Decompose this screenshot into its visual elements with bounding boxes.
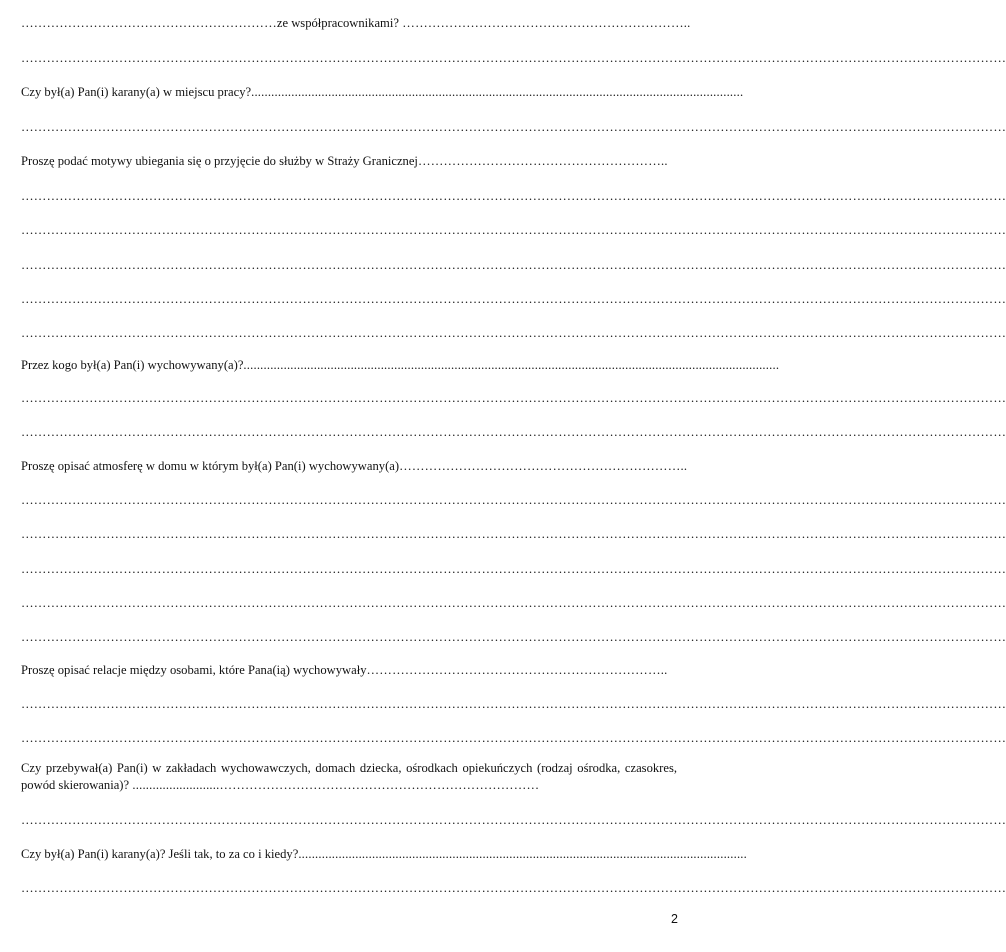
answer-line[interactable] <box>21 325 1006 341</box>
dotted-fill: ...................................................................................................................................... <box>298 847 748 861</box>
dotted-fill: …………………………………………………………………………………………………………………………………………………………………………………………………………… <box>21 120 1006 134</box>
answer-line[interactable] <box>21 424 1006 440</box>
question-line[interactable] <box>21 357 780 373</box>
dotted-fill: …………………………………………………………………………………………………………………………………………………………………………………………………………… <box>21 292 1006 306</box>
dotted-fill: …………………………………………………………………………………………………………………………………………………………………………………………………………… <box>21 562 1006 576</box>
question-line[interactable] <box>21 760 677 794</box>
dotted-fill: …………………………………………………………………………………………………………………………………………………………………………………………………………… <box>21 223 1006 237</box>
answer-line[interactable] <box>21 595 1006 611</box>
dotted-fill: …………………………………………………………….. <box>366 663 668 677</box>
dotted-fill: ................................................................................................................................................... <box>251 85 744 99</box>
question-line[interactable] <box>21 84 744 100</box>
dotted-fill: …………………………………………………………………………………………………………………………………………………………………………………………………………… <box>21 51 1006 65</box>
dotted-fill: …………………………………………………………………………………………………………………………………………………………………………………………………………… <box>21 630 1006 644</box>
answer-line[interactable] <box>21 696 1006 712</box>
question-line[interactable] <box>21 458 688 474</box>
answer-line[interactable] <box>21 119 1006 135</box>
question-line[interactable] <box>21 15 691 31</box>
dotted-fill: …………………………………………………………………………………………………………………………………………………………………………………………………………… <box>21 326 1006 340</box>
dotted-fill: …………………………………………………………………………………………………………………………………………………………………………………………………………… <box>21 189 1006 203</box>
question-text: Czy przebywał(a) Pan(i) w zakładach wychowawczych, domach dziecka, ośrodkach opiekuńczych (rodzaj ośrodka, czasokres, powód skierowania)? <box>21 761 677 792</box>
dotted-fill: …………………………………………………………………………………………………………………………………………………………………………………………………………… <box>21 731 1006 745</box>
answer-line[interactable] <box>21 257 1006 273</box>
dotted-fill: …………………………………………………………………………………………………………………………………………………………………………………………………………… <box>21 697 1006 711</box>
dotted-fill: …………………………………………………… <box>21 16 277 30</box>
dotted-fill: …………………………………………………………………………………………………………………………………………………………………………………………………………… <box>21 527 1006 541</box>
answer-line[interactable] <box>21 50 1006 66</box>
question-text: Proszę podać motywy ubiegania się o przyjęcie do służby w Straży Granicznej <box>21 154 418 168</box>
answer-line[interactable] <box>21 526 1006 542</box>
answer-line[interactable] <box>21 291 1006 307</box>
dotted-fill: ..........................………………………………………………………………… <box>129 778 540 792</box>
question-text: Czy był(a) Pan(i) karany(a)? Jeśli tak, to za co i kiedy? <box>21 847 299 861</box>
dotted-fill: …………………………………………………………………………………………………………………………………………………………………………………………………………… <box>21 425 1006 439</box>
question-text: Proszę opisać relacje między osobami, które Pana(ią) wychowywały <box>21 663 367 677</box>
dotted-fill: …………………………………………………………………………………………………………………………………………………………………………………………………………… <box>21 493 1006 507</box>
dotted-fill: ………………………………………………………….. <box>398 16 691 30</box>
answer-line[interactable] <box>21 730 1006 746</box>
answer-line[interactable] <box>21 561 1006 577</box>
dotted-fill: ………………………………………………….. <box>417 154 668 168</box>
page-number: 2 <box>671 912 678 926</box>
question-text: Przez kogo był(a) Pan(i) wychowywany(a)? <box>21 358 244 372</box>
dotted-fill: …………………………………………………………………………………………………………………………………………………………………………………………………………… <box>21 258 1006 272</box>
question-line[interactable] <box>21 846 748 862</box>
question-line[interactable] <box>21 662 677 678</box>
dotted-fill: ………………………………………………………….. <box>399 459 688 473</box>
question-text: Czy był(a) Pan(i) karany(a) w miejscu pracy? <box>21 85 252 99</box>
answer-line[interactable] <box>21 390 1006 406</box>
question-text: Proszę opisać atmosferę w domu w którym był(a) Pan(i) wychowywany(a) <box>21 459 400 473</box>
answer-line[interactable] <box>21 629 1006 645</box>
dotted-fill: …………………………………………………………………………………………………………………………………………………………………………………………………………… <box>21 391 1006 405</box>
question-line[interactable] <box>21 153 677 169</box>
dotted-fill: …………………………………………………………………………………………………………………………………………………………………………………………………………… <box>21 813 1006 827</box>
dotted-fill: …………………………………………………………………………………………………………………………………………………………………………………………………………… <box>21 596 1006 610</box>
dotted-fill: …………………………………………………………………………………………………………………………………………………………………………………………………………… <box>21 881 1006 895</box>
question-text: ze współpracownikami? <box>276 16 399 30</box>
answer-line[interactable] <box>21 188 1006 204</box>
answer-line[interactable] <box>21 222 1006 238</box>
answer-line[interactable] <box>21 880 1006 896</box>
answer-line[interactable] <box>21 812 1006 828</box>
dotted-fill: ................................................................................................................................................................ <box>243 358 780 372</box>
answer-line[interactable] <box>21 492 1006 508</box>
